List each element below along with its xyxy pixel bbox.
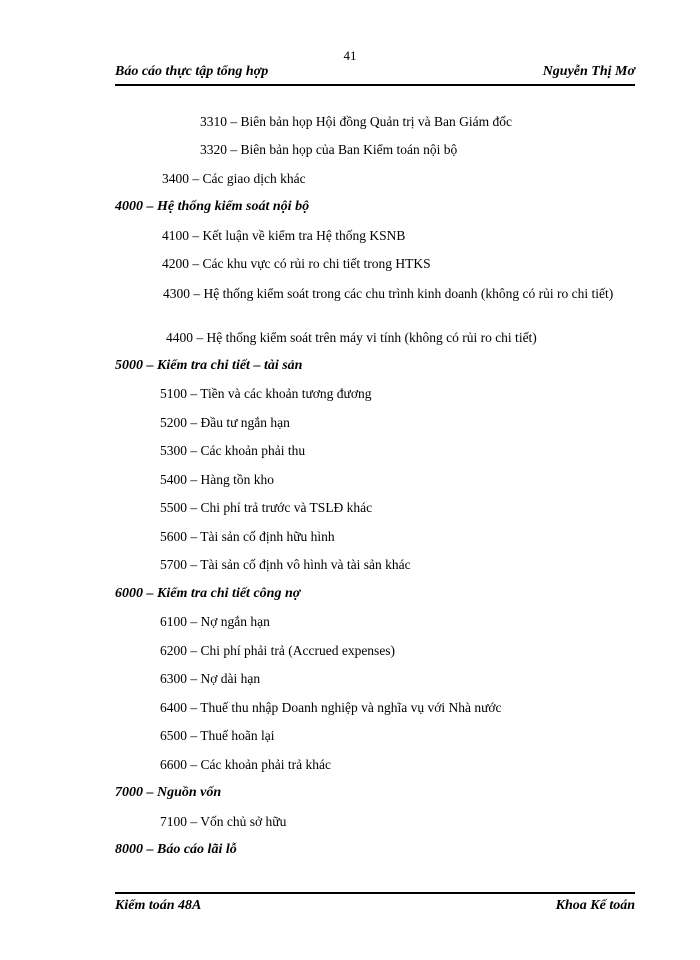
header-author: Nguyễn Thị Mơ: [542, 64, 635, 79]
section-heading-8000: 8000 – Báo cáo lãi lỗ: [115, 842, 237, 857]
section-heading-6000: 6000 – Kiểm tra chi tiết công nợ: [115, 586, 301, 601]
list-item-5300: 5300 – Các khoản phải thu: [160, 443, 306, 458]
list-item-5600: 5600 – Tài sản cố định hữu hình: [160, 529, 335, 544]
list-item-5100: 5100 – Tiền và các khoản tương đương: [160, 386, 372, 401]
section-heading-4000: 4000 – Hệ thống kiểm soát nội bộ: [115, 199, 310, 214]
list-item-3310: 3310 – Biên bản họp Hội đồng Quản trị và Ban Giám đốc: [200, 114, 512, 129]
page-number: 41: [343, 48, 357, 63]
list-item-4100: 4100 – Kết luận về kiểm tra Hệ thống KSNB: [162, 228, 406, 243]
list-item-4400: 4400 – Hệ thống kiểm soát trên máy vi tính (không có rủi ro chi tiết): [166, 330, 537, 345]
list-item-7100: 7100 – Vốn chủ sở hữu: [160, 814, 287, 829]
footer-department: Khoa Kế toán: [555, 898, 635, 913]
list-item-6500: 6500 – Thuế hoãn lại: [160, 728, 275, 743]
list-item-3400: 3400 – Các giao dịch khác: [162, 171, 306, 186]
list-item-3320: 3320 – Biên bản họp của Ban Kiểm toán nội bộ: [200, 142, 458, 157]
list-item-5400: 5400 – Hàng tồn kho: [160, 472, 274, 487]
header-report-title: Báo cáo thực tập tổng hợp: [115, 64, 269, 79]
page-header: [115, 62, 635, 86]
section-heading-5000: 5000 – Kiểm tra chi tiết – tài sản: [115, 358, 303, 373]
list-item-5500: 5500 – Chi phí trả trước và TSLĐ khác: [160, 500, 373, 515]
list-item-6200: 6200 – Chi phí phải trả (Accrued expenses): [160, 643, 396, 658]
footer-class: Kiểm toán 48A: [115, 898, 202, 913]
list-item-4300: 4300 – Hệ thống kiểm soát trong các chu trình kinh doanh (không có rủi ro chi tiết): [163, 286, 614, 301]
section-heading-7000: 7000 – Nguồn vốn: [115, 785, 222, 800]
list-item-6100: 6100 – Nợ ngắn hạn: [160, 614, 270, 629]
page-footer: [115, 892, 635, 918]
list-item-6400: 6400 – Thuế thu nhập Doanh nghiệp và nghĩa vụ với Nhà nước: [160, 700, 502, 715]
list-item-5700: 5700 – Tài sản cố định vô hình và tài sản khác: [160, 557, 411, 572]
list-item-6600: 6600 – Các khoản phải trả khác: [160, 757, 331, 772]
list-item-4200: 4200 – Các khu vực có rủi ro chi tiết trong HTKS: [162, 256, 431, 271]
list-item-6300: 6300 – Nợ dài hạn: [160, 671, 261, 686]
list-item-5200: 5200 – Đầu tư ngắn hạn: [160, 415, 290, 430]
